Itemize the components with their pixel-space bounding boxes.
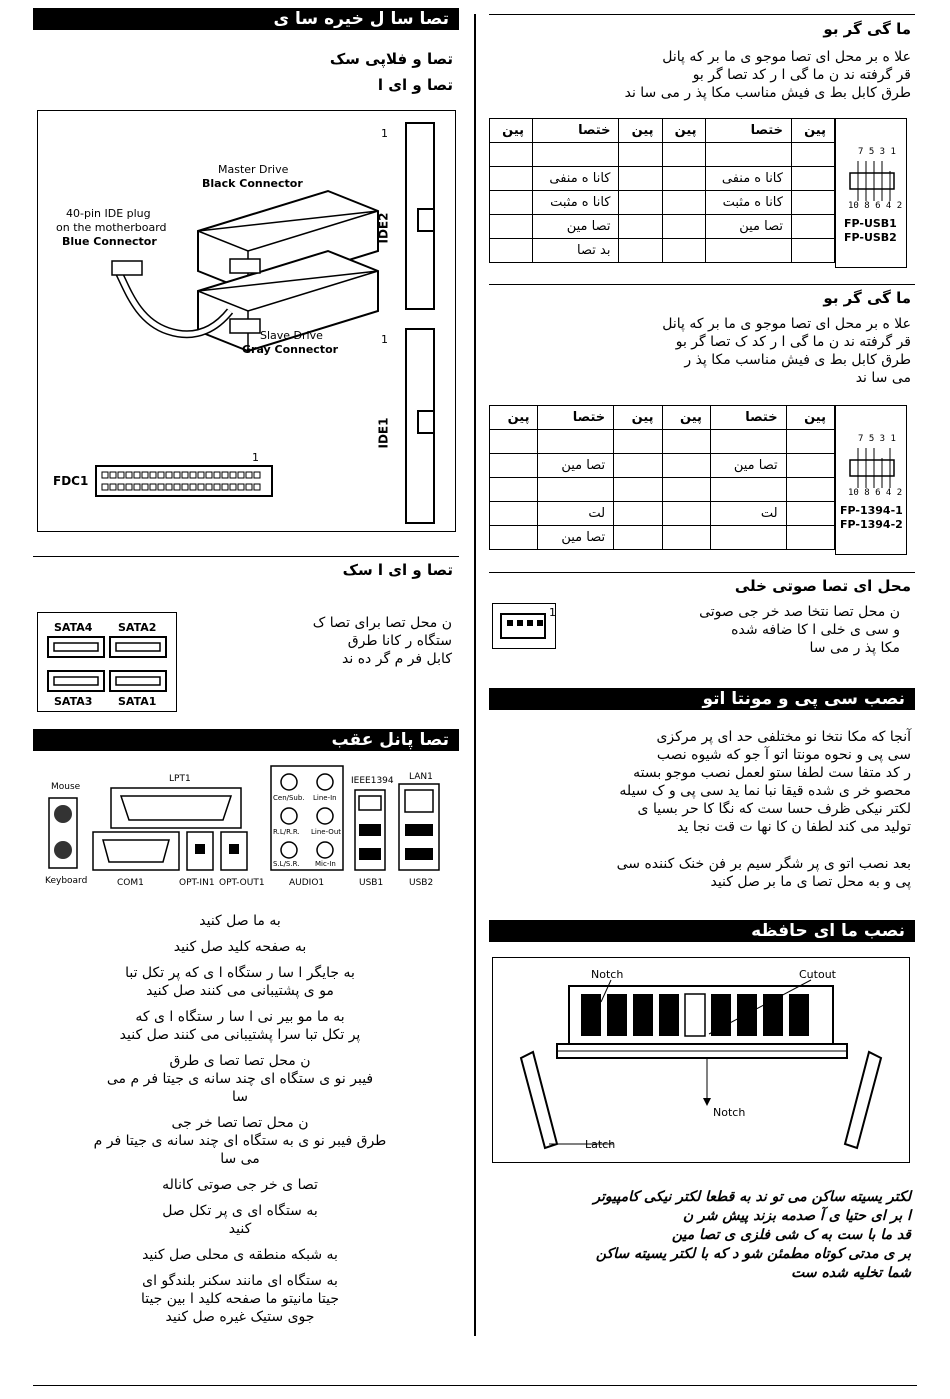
lineout-label: Line-Out [311,828,341,836]
sata-figure [37,612,177,712]
table-row: بد تصا [490,239,835,263]
column-divider [474,14,476,1336]
list-item: به ما صل کنید [199,913,281,929]
divider-right-2 [489,284,915,285]
memory-drawing [493,958,911,1164]
ide2-label: IDE2 [376,212,391,244]
audio-text-line: ن محل تصا نتخا صد خر جی صوتی [699,604,900,620]
list-item: کنید [228,1221,252,1237]
list-item: مو ی پشتیبانی می کنند صل کنید [146,983,334,999]
fdc-header [96,466,272,496]
cpu-text-line: محصو خر ی شده قیقا نبا نما ید سی پی و ک سیله [619,783,911,799]
rear-panel-drawing [37,762,457,892]
audio-title: محل ای تصا صوتی خلی [734,577,911,595]
slave-label-1: Slave Drive [260,329,323,342]
table-row: کانا ه مثبت کانا ه مثبت [490,191,835,215]
sata2-label: SATA2 [118,621,157,634]
sata-text [190,614,452,668]
sata4-label: SATA4 [54,621,93,634]
cpu-text-line: بعد نصب اتو ی پر شگر سیم بر فن خنک کننده سی [616,856,911,872]
ieee-pins-top: 7 5 3 1 [858,434,896,444]
mouse-label: Mouse [51,782,81,792]
memory-figure [492,957,910,1163]
col-header: پین [490,119,533,143]
audio-label: AUDIO1 [289,878,325,888]
fp-1394-2-label: FP-1394-2 [840,518,903,531]
ieee-pins-bottom: 10 8 6 4 2 [848,488,903,498]
ieee-text-line: طرق کابل بط ی فیش مناسب مکا پذ ر [684,352,911,368]
list-item: ن محل تصا تصا خر جی [171,1115,309,1131]
table-row [490,478,835,502]
list-item: به ستگاه ای ی پر تکل صل [162,1203,318,1219]
slsr-label: S.L/S.R. [273,860,300,868]
warning-line: قد ما با ست به ک شی فلزی ی تصا مین [671,1227,911,1243]
sata-text-line: کابل فر م گر ده ند [342,651,452,667]
storage-connectors-header: تصا سا ل خیره سا ی [33,8,459,30]
cpu-text-line: ر کد متفا ست لطفا ستو لعمل نصب موجو بسته [633,765,911,781]
esd-warning [489,1188,911,1283]
rlrr-label: R.L/R.R. [273,828,300,836]
list-item: می سا [220,1151,260,1167]
usb-header-figure [835,118,907,268]
audio-pin1: 1 [549,606,556,619]
ide2-pin1: 1 [381,127,388,140]
divider-right-3 [489,572,915,573]
divider-left-1 [33,556,459,557]
lan-label: LAN1 [409,772,433,782]
plug-label-2: on the motherboard [56,221,167,234]
master-label-1: Master Drive [218,163,289,176]
ieee-label: IEEE1394 [351,776,394,786]
usb-text-line: طرق کابل بط ی فیش مناسب مکا پذ ر می سا ند [624,85,911,101]
cpu-text-2 [489,855,911,891]
fp-usb2-label: FP-USB2 [844,231,897,244]
rear-list [40,912,440,1326]
lpt-label: LPT1 [169,774,191,784]
list-item: سا [232,1089,248,1105]
warning-line: لکتر یسیته ساکن می تو ند به قطعا لکتر نیکی کامپیوتر [593,1189,911,1205]
cpu-text-line: پی و به محل تصا ی ما بر صل کنید [710,874,911,890]
sata-text-line: ن محل تصا برای تصا ک [312,615,452,631]
usb-pins-top: 7 5 3 1 [858,147,896,157]
usb-title: ما گی گر بو [823,20,911,38]
list-item: طرق فیبر نو ی به ستگاه ای چند سانه ی جیتا فر م [93,1133,387,1149]
ieee-text [489,315,911,387]
plug-label-3: Blue Connector [62,235,157,248]
cutout-label: Cutout [799,968,836,981]
linein-label: Line-In [313,794,337,802]
col-header: ختصا [538,406,614,430]
list-item: به شبکه منطقه ی محلی صل کنید [142,1247,338,1263]
col-header: ختصا [705,119,791,143]
floppy-ide-subtitle: تصا و فلاپی سک [329,50,453,68]
table-row: تصا مین تصا مین [490,215,835,239]
warning-line: ا بر ای حتیا ی آ صدمه بزند پیش شر ن [682,1208,911,1224]
warning-line: بر ی مدتی کوتاه مطمئن شو د که با لکتر یسیته ساکن [595,1246,911,1262]
cen-label: Cen/Sub. [273,794,305,802]
list-item: ن محل تصا تصا ی طرق [169,1053,311,1069]
list-item: به جایگر ا سا ر ستگاه ا ی که پر تکل تبا [125,965,355,981]
sata3-label: SATA3 [54,695,93,708]
usb-header-pins [836,119,908,269]
col-header: پین [619,119,662,143]
col-header: پین [662,406,710,430]
audio-text [570,603,900,657]
list-item: به ستگاه ای مانند سکنر بلندگو ای [142,1273,338,1289]
usb-pin-table [489,118,835,263]
rear-panel-header: تصا پانل عقب [33,729,459,751]
list-item: جوی ستیک غیره صل کنید [165,1309,315,1325]
keyboard-label: Keyboard [45,876,88,886]
col-header: پین [662,119,705,143]
sata1-label: SATA1 [118,695,157,708]
col-header: پین [614,406,662,430]
com-label: COM1 [117,878,144,888]
cpu-text-line: تولید می کند لطفا ن کا نها ت قت نجا ید [677,819,911,835]
usb-text [489,48,911,102]
table-row: کانا ه منفی کانا ه منفی [490,167,835,191]
usb-text-line: قر گرفته ند ن ما گی ا ر کد تصا گر بو [692,67,911,83]
sata-text-line: ستگاه ر کانا طرق [347,633,452,649]
fdc-label: FDC1 [53,474,89,488]
master-label-2: Black Connector [202,177,303,190]
fp-1394-1-label: FP-1394-1 [840,504,903,517]
ieee-text-line: قر گرفته ند ن ما گی ا ر کد ک تصا گر بو [675,334,911,350]
table-row: تصا مین تصا مین [490,454,835,478]
cpu-text-line: آنجا که مکا نتخا نو مختلفی حد ای پر مرکزی [656,729,911,745]
list-item: به ما مو بیر نی ا سا ر ستگاه ا ی که [135,1009,345,1025]
list-item: تصا ی خر جی صوتی کاناله [162,1177,318,1193]
cpu-text [489,728,911,836]
table-row [490,143,835,167]
fdc-pin1: 1 [252,451,259,464]
optout-label: OPT-OUT1 [219,878,265,888]
col-header: پین [786,406,834,430]
latch-label: Latch [585,1138,616,1151]
notch-label: Notch [591,968,624,981]
usb-pins-bottom: 10 8 6 4 2 [848,201,903,211]
ieee-text-line: علا ه بر محل ای تصا موجو ی ما بر که پانل [662,316,911,332]
usb-text-line: علا ه بر محل ای تصا موجو ی ما بر که پانل [662,49,911,65]
col-header: ختصا [710,406,786,430]
list-item: فیبر نو ی ستگاه ای چند سانه ی جیتا فر م می [106,1071,374,1087]
optin-label: OPT-IN1 [179,878,215,888]
ide1-pin1: 1 [381,333,388,346]
audio-connector-drawing [493,604,557,650]
memory-header: نصب ما ای حافظه [489,920,915,942]
col-header: پین [490,406,538,430]
rear-panel-figure [37,762,457,892]
ide-figure [37,110,456,532]
table-row [490,430,835,454]
ieee-text-line: می سا ند [855,370,911,386]
plug-label-1: 40-pin IDE plug [66,207,151,220]
usb2-label: USB2 [409,878,434,888]
list-item: به صفحه کلید صل کنید [173,939,307,955]
col-header: پین [791,119,834,143]
ide-subtitle: تصا و ای ا [377,76,453,94]
audio-text-line: و سی ی خلی ا کا ضافه شده [731,622,900,638]
cpu-text-line: لکتر نیکی ظرف حسا ست که نگا کا حر بسیا ی [637,801,911,817]
sata-title: تصا و ای ا سک [342,561,453,579]
footer-line [33,1385,917,1386]
table-row: لت لت [490,502,835,526]
usb1-label: USB1 [359,878,384,888]
audio-connector-figure [492,603,556,649]
slave-label-2: Gray Connector [242,343,339,356]
col-header: ختصا [533,119,619,143]
audio-text-line: مکا پذ ر می سا [809,640,900,656]
ieee-header-pins [836,406,908,556]
list-item: جیتا مانیتو ما صفحه کلید ا بین جیتا [140,1291,340,1307]
ieee-title: ما گی گر بو [823,289,911,307]
mic-label: Mic-In [315,860,336,868]
warning-line: شما تخلیه شده ست [791,1265,911,1281]
cpu-text-line: سی پی و نحوه مونتا اتو آ جو که شیوه نصب [656,747,911,763]
fp-usb1-label: FP-USB1 [844,217,897,230]
ieee-header-figure [835,405,907,555]
cpu-header: نصب سی پی و مونتا اتو [489,688,915,710]
ieee-pin-table [489,405,835,550]
table-row: تصا مین [490,526,835,550]
ide1-label: IDE1 [376,417,391,449]
divider-right-top [489,14,915,15]
notch-label-2: Notch [713,1106,746,1119]
list-item: پر تکل تبا سرا پشتیبانی می کنند صل کنید [119,1027,361,1043]
